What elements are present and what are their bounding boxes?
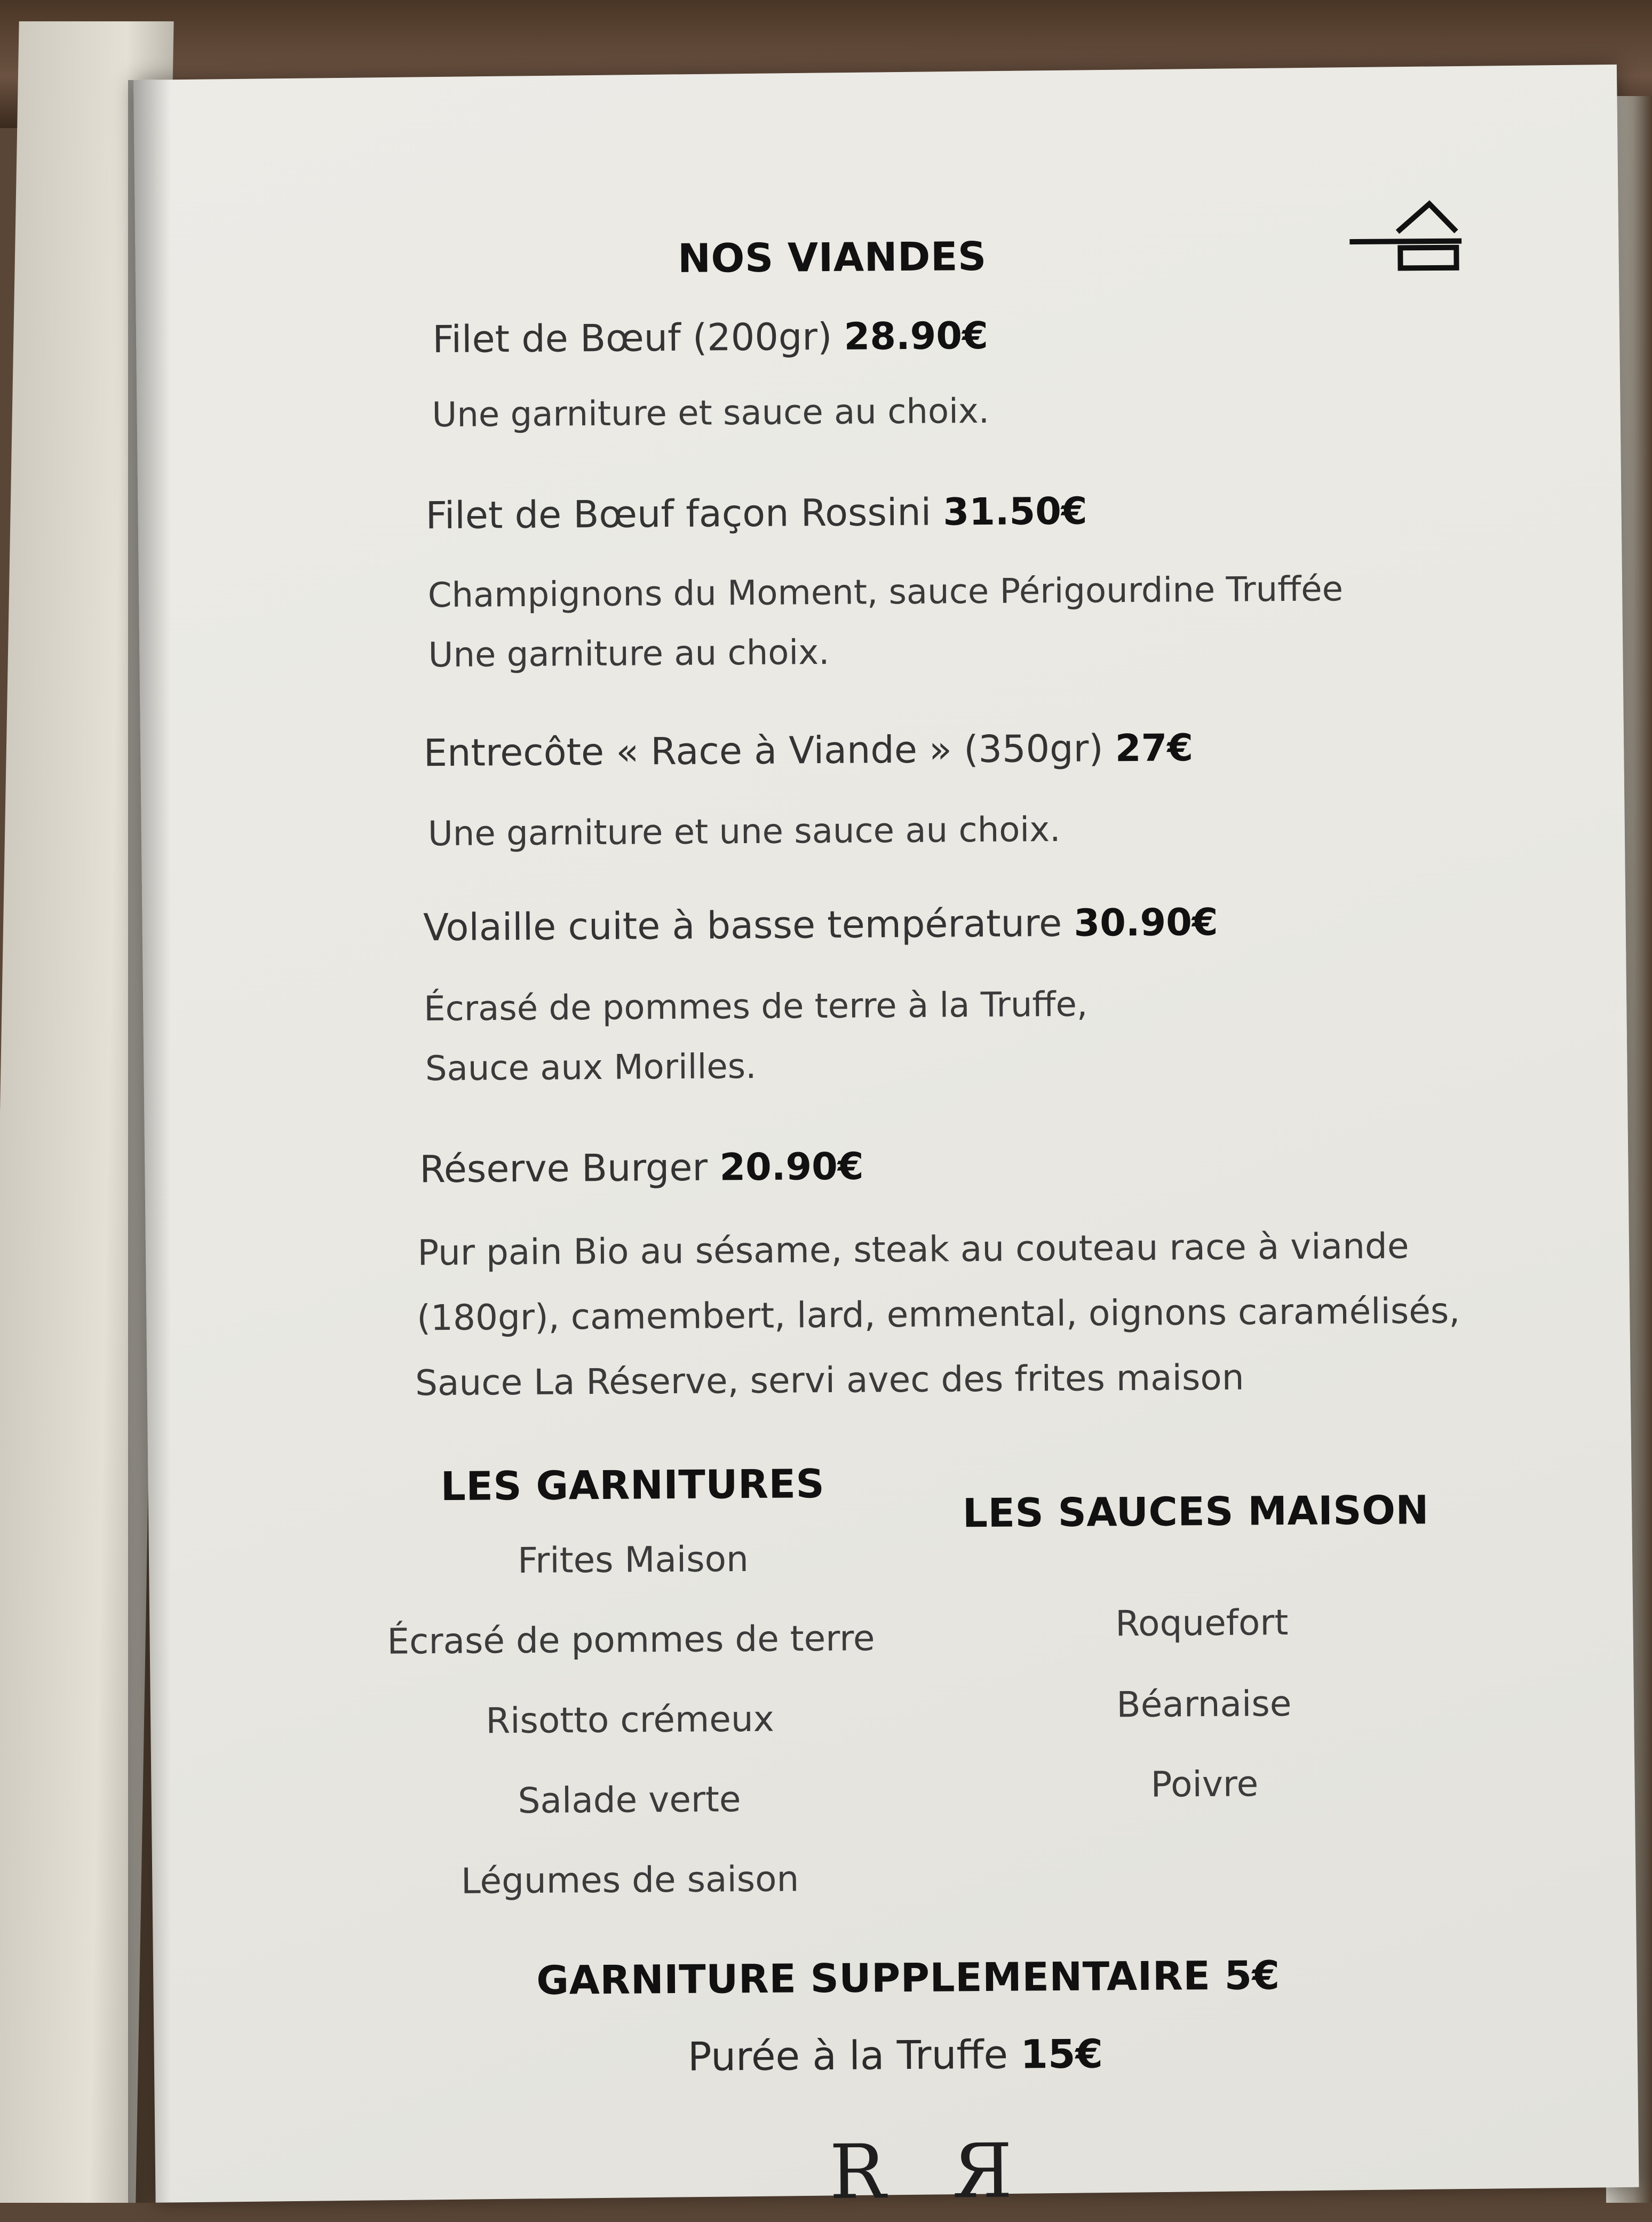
- section-title: NOS VIANDES: [677, 233, 987, 282]
- dish-description: Sauce La Réserve, servi avec des frites maison: [415, 1356, 1244, 1404]
- puree-name: Purée à la Truffe: [687, 2031, 1008, 2080]
- dish-title: [423, 900, 1218, 949]
- garnitures-title: LES GARNITURES: [440, 1461, 825, 1510]
- dish-description: Pur pain Bio au sésame, steak au couteau race à viande: [417, 1225, 1409, 1274]
- dish-title: [424, 726, 1194, 775]
- garniture-item: Risotto crémeux: [486, 1698, 775, 1742]
- dish-description: Une garniture et sauce au choix.: [432, 391, 990, 435]
- sauce-item: Poivre: [1150, 1763, 1259, 1805]
- dish-title: [432, 314, 988, 361]
- dish-name: Réserve Burger: [419, 1145, 708, 1192]
- garniture-item: Légumes de saison: [460, 1858, 799, 1902]
- garniture-item: Écrasé de pommes de terre: [387, 1617, 875, 1662]
- dish-price: 20.90€: [719, 1144, 864, 1189]
- dish-name: Entrecôte « Race à Viande » (350gr): [423, 726, 1103, 775]
- restaurant-logo: R Я: [829, 2128, 1035, 2217]
- sauce-item: Roquefort: [1115, 1601, 1289, 1645]
- dish-description: Champignons du Moment, sauce Périgourdine Truffée: [427, 569, 1344, 616]
- dish-price: 27€: [1115, 726, 1194, 771]
- house-outline-icon: [1349, 199, 1462, 274]
- garniture-item: Frites Maison: [517, 1538, 749, 1582]
- dish-description: Une garniture au choix.: [428, 632, 830, 676]
- garniture-item: Salade verte: [518, 1779, 741, 1822]
- dish-title: [425, 489, 1087, 538]
- dish-description: Écrasé de pommes de terre à la Truffe,: [423, 985, 1088, 1029]
- dish-price: 31.50€: [943, 489, 1087, 534]
- sauce-item: Béarnaise: [1116, 1683, 1292, 1726]
- sauces-title: LES SAUCES MAISON: [962, 1487, 1429, 1537]
- dish-title: [419, 1145, 864, 1192]
- dish-description: (180gr), camembert, lard, emmental, oignons caramélisés,: [416, 1290, 1460, 1339]
- puree-line: [688, 2031, 1103, 2080]
- dish-name: Filet de Bœuf (200gr): [432, 314, 832, 362]
- dish-price: 30.90€: [1074, 900, 1218, 945]
- dish-description: Une garniture et une sauce au choix.: [427, 810, 1061, 854]
- puree-price: 15€: [1020, 2031, 1103, 2078]
- dish-name: Filet de Bœuf façon Rossini: [425, 490, 932, 538]
- dish-description: Sauce aux Morilles.: [425, 1046, 757, 1089]
- dish-name: Volaille cuite à basse température: [423, 901, 1062, 950]
- dish-price: 28.90€: [844, 313, 989, 359]
- supplement-title: GARNITURE SUPPLEMENTAIRE 5€: [536, 1953, 1280, 2004]
